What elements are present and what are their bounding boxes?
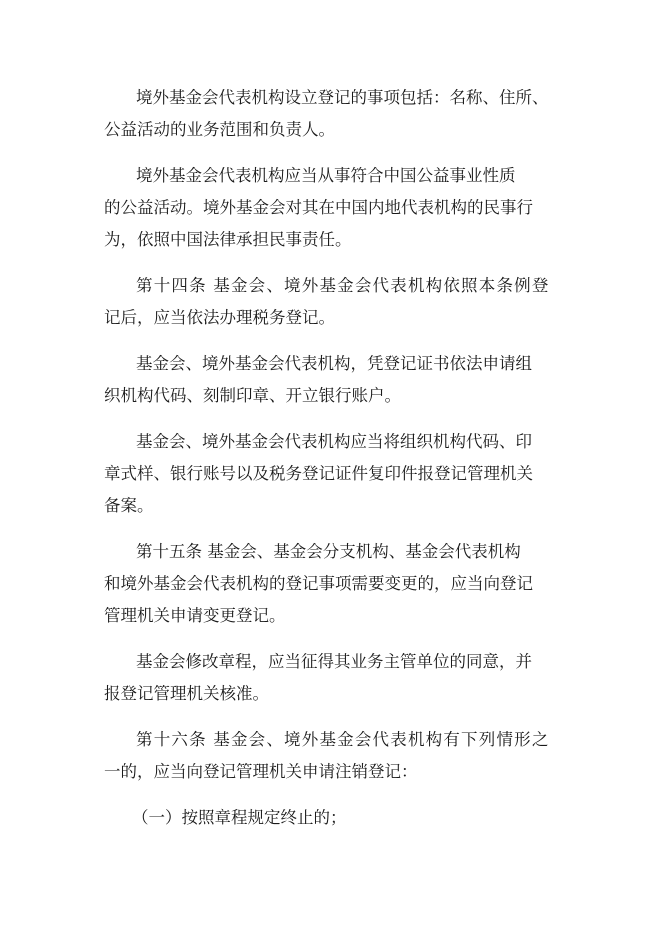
text-line: 境外基金会代表机构应当从事符合中国公益事业性质 [136, 166, 516, 185]
text-line: 织机构代码、刻制印章、开立银行账户。 [104, 386, 401, 405]
text-line: 和境外基金会代表机构的登记事项需要变更的，应当向登记 [104, 574, 533, 593]
article-heading-line: 第十六条 基金会、境外基金会代表机构有下列情形之 [136, 730, 550, 749]
text-line: 的公益活动。境外基金会对其在中国内地代表机构的民事行 [104, 198, 533, 217]
text-line: 境外基金会代表机构设立登记的事项包括：名称、住所、 [136, 88, 549, 107]
text-line: 报登记管理机关核准。 [104, 684, 269, 703]
text-line: 记后，应当依法办理税务登记。 [104, 308, 335, 327]
text-line: 为，依照中国法律承担民事责任。 [104, 230, 352, 249]
article-heading-line: 第十五条 基金会、基金会分支机构、基金会代表机构 [136, 542, 521, 561]
text-line: 章式样、银行账号以及税务登记证件复印件报登记管理机关 [104, 464, 533, 483]
text-line: 基金会修改章程，应当征得其业务主管单位的同意，并 [136, 652, 532, 671]
text-line: 基金会、境外基金会代表机构，凭登记证书依法申请组 [136, 354, 532, 373]
text-line: 一的，应当向登记管理机关申请注销登记： [104, 762, 418, 781]
text-line: 备案。 [104, 496, 154, 515]
text-line: 管理机关申请变更登记。 [104, 606, 286, 625]
text-line: 基金会、境外基金会代表机构应当将组织机构代码、印 [136, 432, 532, 451]
article-heading-line: 第十四条 基金会、境外基金会代表机构依照本条例登 [136, 276, 550, 295]
text-line: 公益活动的业务范围和负责人。 [104, 120, 335, 139]
list-item-line: （一）按照章程规定终止的； [132, 808, 347, 827]
